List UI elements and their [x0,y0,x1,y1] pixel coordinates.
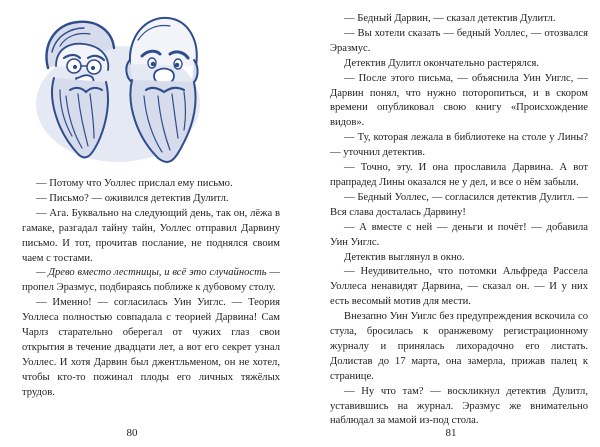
paragraph: — Бедный Дарвин, — сказал детектив Дулитл. [344,13,556,24]
paragraph: — Неудивительно, что потомки Альфреда Рассела Уоллеса ненавидят Дарвина, — сказал он. — И у них есть весомый мотив для мести. [330,266,588,308]
paragraph: — А вместе с ней — деньги и почёт! — добавила Уин Уиглс. [330,221,588,248]
paragraph: — Письмо? — оживился детектив Дулитл. [36,192,229,204]
paragraph: — Потому что Уоллес прислал ему письмо. [36,178,233,189]
italic-quote: — Древо вместо лестницы, и всё это случайность [36,267,267,279]
page-number-left: 80 [126,427,138,439]
paragraph: — Ну что там? — воскликнул детектив Дулитл, уставившись на журнал. Эразмус же внимательно наблюдал за мамой из-под стола. [330,385,588,427]
paragraph: — Точно, эту. И она прославила Дарвина. А вот прапрадед Лины оказался не у дел, и все о нём забыли. [330,162,588,188]
paragraph: — Ага. Буквально на следующий день, так он, лёжа в гамаке, разгадал тайну тайн, Уоллес отправил Дарвину письмо. И тот, прочитав послание, не поднялся своим чаем с тостами. [22,207,280,264]
paragraph: Детектив Дулитл окончательно растерялся. [344,57,540,69]
page-number-right: 81 [445,427,457,439]
quote-tail: — пропел Эразмус, подбираясь поближе к дубовому столу. [22,267,281,294]
right-page-text [330,12,588,429]
paragraph: — Вы хотели сказать — бедный Уоллес, — отозвался Эразмус. [330,27,588,54]
paragraph: Детектив выглянул в окно. [344,251,465,263]
paragraph: — Ту, которая лежала в библиотеке на столе у Лины? — уточнил детектив. [330,132,588,159]
paragraph: — Именно! — согласилась Уин Уиглс. — Теория Уоллеса полностью совпадала с теорией Дарвина! Сам Чарлз старательно оберегал от чужих глаз свои открытия в течение двадцати лет, а вот его секрет узнал Уоллес. И хотя Дарвин был джентльменом, он не хотел, чтобы кто-то пожинал плоды его личных тяжёлых трудов. [22,297,280,398]
left-page-text [22,177,280,401]
bearded-scientists-illustration [34,6,204,168]
paragraph: — Бедный Уоллес, — согласился детектив Дулитл. — Вся слава досталась Дарвину! [330,191,588,218]
paragraph: — После этого письма, — объяснила Уин Уиглс, — Дарвин понял, что нужно поторопиться, и в скором времени опубликовал свою книгу «Происхождение видов». [330,72,588,129]
paragraph-quote [22,266,280,296]
paragraph: Внезапно Уин Уиглс без предупреждения вскочила со стула, бросилась к оранжевому регистрационному журналу и принялась лихорадочно его листать. Долистав до 17 марта, она замерла, прижав палец к странице. [330,311,588,382]
right-page [300,0,600,447]
